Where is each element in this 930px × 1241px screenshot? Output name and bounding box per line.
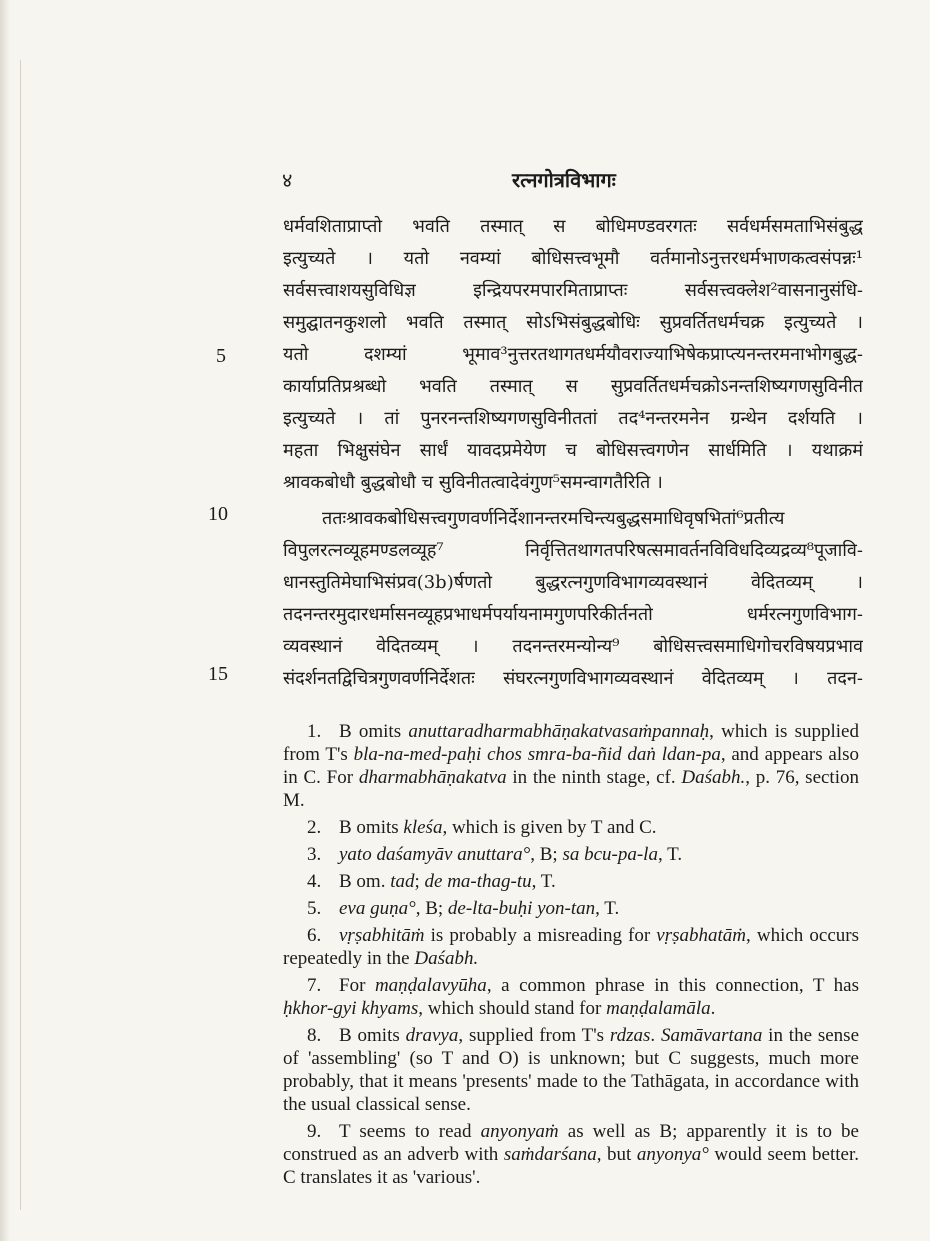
footnote (283, 843, 859, 866)
sanskrit-line: श्रावकबोधौ बुद्धबोधौ च सुविनीतत्वादेवंगुण⁵समन्वागतैरिति । (283, 472, 663, 493)
footnote-number: 6. (307, 925, 322, 946)
sanskrit-line: धानस्तुतिमेघाभिसंप्रव(3b)र्षणतो बुद्धरत्नगुणविभागव्यवस्थानं वेदितव्यम् । (283, 572, 863, 593)
footnote (283, 897, 859, 920)
footnote-italic-term: anyonya° (636, 1144, 709, 1165)
footnote-text: . (650, 1025, 661, 1046)
footnote (283, 1120, 859, 1189)
footnote-italic-term: dharmabhāṇakatva (358, 767, 507, 788)
sanskrit-line: महता भिक्षुसंघेन सार्धं यावदप्रमेयेण च बोधिसत्त्वगणेन सार्धमिति । यथाक्रमं (283, 440, 863, 461)
running-title: रत्नगोत्रविभागः (512, 168, 616, 192)
footnote-italic-term: Samāvartana (661, 1025, 763, 1046)
footnote-italic-term: Daśabh. (414, 948, 479, 969)
footnote-text: B om. (339, 871, 391, 892)
footnote-text: ; (414, 871, 425, 892)
footnote-italic-term: saṁdarśana (503, 1144, 597, 1165)
footnote-italic-term: maṇḍalavyūha (374, 975, 487, 996)
page-edge (0, 0, 10, 1241)
footnote-text: , T. (531, 871, 556, 892)
footnote-italic-term: ḥkhor-gyi khyams (283, 998, 419, 1019)
footnote-text: , T. (595, 898, 620, 919)
sanskrit-line: संदर्शनतद्विचित्रगुणवर्णनिर्देशतः संघरत्नगुणविभागव्यवस्थानं वेदितव्यम् । तदन- (283, 668, 863, 689)
footnote-text: , which is given by T and C. (442, 817, 657, 838)
footnote (283, 720, 859, 812)
footnote-text: as well as B; apparently it is to be construed as an adverb with (283, 1121, 859, 1165)
footnote-number: 4. (307, 871, 322, 892)
footnote (283, 974, 859, 1020)
line-number-5: 5 (216, 345, 226, 367)
sanskrit-line: विपुलरत्नव्यूहमण्डलव्यूह⁷ निर्वृत्तितथागतपरिषत्समावर्तनविविधदिव्यद्रव्य⁸पूजावि- (283, 540, 863, 561)
sanskrit-line: सर्वसत्त्वाशयसुविधिज्ञ इन्द्रियपरमपारमिताप्राप्तः सर्वसत्त्वक्लेश²वासनानुसंधि- (283, 280, 863, 301)
footnote-italic-term: vṛṣabhatāṁ (656, 925, 747, 946)
footnote-number: 8. (307, 1025, 322, 1046)
sanskrit-line: कार्याप्रतिप्रश्रब्धो भवति तस्मात् स सुप्रवर्तितधर्मचक्रोऽनन्तशिष्यगणसुविनीत (283, 376, 863, 397)
sanskrit-line: ततःश्रावकबोधिसत्त्वगुणवर्णनिर्देशानन्तरमचिन्त्यबुद्धसमाधिवृषभितां⁶प्रतीत्य (322, 508, 785, 529)
footnote-italic-term: sa bcu-pa-la (562, 844, 658, 865)
footnote-text: For (339, 975, 375, 996)
footnote-italic-term: kleśa (403, 817, 443, 838)
line-number-15: 15 (208, 663, 228, 685)
footnote-text: , which is supplied from T's (283, 721, 859, 765)
footnote (283, 870, 859, 893)
footnote-text: B omits (339, 721, 409, 742)
footnote-text: , supplied from T's (458, 1025, 610, 1046)
sanskrit-line: इत्युच्यते । तां पुनरनन्तशिष्यगणसुविनीततां तद⁴नन्तरमनेन ग्रन्थेन दर्शयति । (283, 408, 863, 429)
footnote-italic-term: de-lta-buḥi yon-tan (447, 898, 596, 919)
footnotes (283, 720, 859, 1193)
footnote-number: 1. (307, 721, 322, 742)
footnote-italic-term: bla-na-med-paḥi chos smra-ba-ñid daṅ ldan-pa (353, 744, 721, 765)
footnote-text: , T. (657, 844, 683, 865)
footnote-italic-term: eva guṇa° (339, 898, 416, 919)
footnote (283, 924, 859, 970)
footnote-text: , but (596, 1144, 637, 1165)
footnote-text: B omits (339, 817, 404, 838)
footnote-number: 2. (307, 817, 322, 838)
sanskrit-line: धर्मवशिताप्राप्तो भवति तस्मात् स बोधिमण्डवरगतः सर्वधर्मसमताभिसंबुद्ध (283, 216, 863, 237)
sanskrit-line: यतो दशम्यां भूमाव³नुत्तरतथागतधर्मयौवराज्याभिषेकप्राप्त्यनन्तरमनाभोगबुद्ध- (283, 344, 863, 365)
footnote-italic-term: rdzas (609, 1025, 651, 1046)
footnote-italic-term: anuttaradharmabhāṇakatvasaṁpannaḥ (408, 721, 710, 742)
footnote (283, 1024, 859, 1116)
footnote (283, 816, 859, 839)
footnote-italic-term: dravya (405, 1025, 459, 1046)
sanskrit-line: समुद्घातनकुशलो भवति तस्मात् सोऽभिसंबुद्धबोधिः सुप्रवर्तितधर्मचक्र इत्युच्यते । (283, 312, 863, 333)
footnote-italic-term: anyonyaṁ (480, 1121, 559, 1142)
footnote-number: 3. (307, 844, 322, 865)
footnote-number: 7. (307, 975, 322, 996)
footnote-text: , which occurs repeatedly in the (283, 925, 859, 969)
footnote-text: T seems to read (339, 1121, 481, 1142)
footnote-text: , and appears also in C. For (283, 744, 860, 788)
footnote-text: , which should stand for (418, 998, 607, 1019)
footnote-italic-term: vṛṣabhitāṁ (339, 925, 425, 946)
footnote-number: 5. (307, 898, 322, 919)
footnote-italic-term: de ma-thag-tu (424, 871, 532, 892)
footnote-text: , B; (530, 844, 563, 865)
footnote-text: . (710, 998, 716, 1019)
footnote-italic-term: yato daśamyāv anuttara° (339, 844, 531, 865)
sanskrit-line: इत्युच्यते । यतो नवम्यां बोधिसत्त्वभूमौ वर्तमानोऽनुत्तरधर्मभाणकत्वसंपन्नः¹ (283, 248, 863, 269)
page-number: ४ (282, 168, 293, 192)
footnote-text: , B; (415, 898, 448, 919)
footnote-text: would seem better. C translates it as 'various'. (283, 1144, 859, 1188)
footnote-italic-term: Daśabh. (681, 767, 746, 788)
line-number-10: 10 (208, 503, 228, 525)
sanskrit-line: व्यवस्थानं वेदितव्यम् । तदनन्तरमन्योन्य⁹ बोधिसत्त्वसमाधिगोचरविषयप्रभाव (283, 636, 863, 657)
page-margin-line (20, 60, 21, 1210)
footnote-text: in the sense of 'assembling' (so T and O) is unknown; but C suggests, much more probably, that it means 'presents' made to the Tathāgata, in accordance with the usual classical sense. (283, 1025, 860, 1115)
footnote-number: 9. (307, 1121, 322, 1142)
footnote-text: , a common phrase in this connection, T has (486, 975, 859, 996)
footnote-italic-term: maṇḍalamāla (606, 998, 711, 1019)
footnote-text: , p. 76, section M. (283, 767, 859, 811)
sanskrit-line: तदनन्तरमुदारधर्मासनव्यूहप्रभाधर्मपर्यायनामगुणपरिकीर्तनतो धर्मरत्नगुणविभाग- (283, 604, 863, 625)
footnote-text: is probably a misreading for (424, 925, 657, 946)
footnote-text: B omits (339, 1025, 406, 1046)
footnote-italic-term: tad (390, 871, 415, 892)
footnote-text: in the ninth stage, cf. (506, 767, 682, 788)
